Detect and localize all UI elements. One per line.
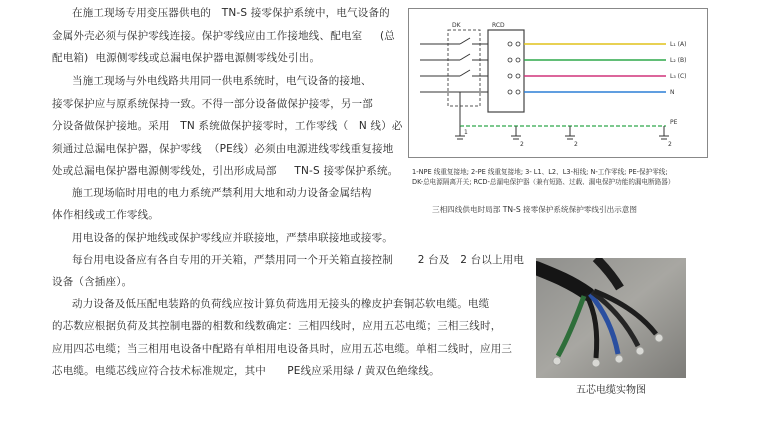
ground-1-label: 1 <box>464 129 468 136</box>
paragraph-line: 配电箱) 电源侧零线或总漏电保护器电源侧零线处引出。 <box>52 52 321 64</box>
paragraph-line: 处或总漏电保护器电源侧零线处，引出形成局部 TN-S 接零保护系统。 <box>52 165 399 177</box>
paragraph-line: 用电设备的保护地线或保护零线应并联接地，严禁串联接地或接零。 <box>72 232 393 244</box>
l2-label: L₂ (B) <box>670 57 687 64</box>
paragraph-line: 体作相线或工作零线。 <box>52 209 159 221</box>
paragraph-line: 芯电缆。电缆芯线应符合技术标准规定，其中 PE线应采用绿 / 黄双色绝缘线。 <box>52 365 440 377</box>
l1-label: L₁ (A) <box>670 41 687 48</box>
ground-2-label: 2 <box>520 141 524 148</box>
five-core-cable-photo <box>536 258 686 378</box>
paragraph-line: 施工现场临时用电的电力系统严禁利用大地和动力设备金属结构 <box>72 187 372 199</box>
l3-label: L₃ (C) <box>670 73 687 80</box>
pe-label: PE <box>670 119 678 126</box>
n-label: N <box>670 89 675 96</box>
ground-2-label: 2 <box>574 141 578 148</box>
paragraph-line: 设备（含插座）。 <box>52 276 133 288</box>
diagram-legend-line-1: 1-NPE 线重复接地; 2-PE 线重复接地; 3- L1、L2、L3-相线; N-工作零线; PE-保护零线; <box>412 168 668 176</box>
diagram-caption: 三相四线供电时局部 TN-S 接零保护系统保护零线引出示意图 <box>432 205 637 214</box>
paragraph-line: 每台用电设备应有各自专用的开关箱，严禁用同一个开关箱直接控制 2 台及 2 台以上用电 <box>72 254 525 266</box>
photo-caption: 五芯电缆实物图 <box>576 385 646 396</box>
paragraph-line: 的芯数应根据负荷及其控制电器的相数和线数确定：三相四线时，应用五芯电缆；三相三线时， <box>52 320 502 332</box>
rcd-label: RCD <box>492 22 505 29</box>
paragraph-line: 分设备做保护接地。采用 TN 系统做保护接零时，工作零线（ N 线）必 <box>52 120 403 132</box>
paragraph-line: 应用四芯电缆；当三相用电设备中配路有单相用电设备具时，应用五芯电缆。单相二线时，应用三 <box>52 343 513 355</box>
paragraph-line: 金属外壳必须与保护零线连接。保护零线应由工作接地线、配电室 (总 <box>52 30 395 42</box>
paragraph-line: 当施工现场与外电线路共用同一供电系统时，电气设备的接地、 <box>72 75 372 87</box>
tn-s-wiring-diagram <box>408 8 708 158</box>
dk-label: DK <box>452 22 461 29</box>
diagram-frame <box>409 9 708 158</box>
paragraph-line: 接零保护应与原系统保持一致。不得一部分设备做保护接零，另一部 <box>52 98 373 110</box>
paragraph-line: 在施工现场专用变压器供电的 TN-S 接零保护系统中，电气设备的 <box>72 7 390 19</box>
ground-2-label: 2 <box>668 141 672 148</box>
diagram-legend-line-2: DK-总电源隔离开关; RCD-总漏电保护器（兼有短路、过载、漏电保护功能的漏电断路器） <box>412 178 675 186</box>
paragraph-line: 须通过总漏电保护器，保护零线 （PE线）必须由电源进线零线重复接地 <box>52 143 394 155</box>
paragraph-line: 动力设备及低压配电装路的负荷线应按计算负荷选用无接头的橡皮护套铜芯软电缆。电缆 <box>72 298 490 310</box>
